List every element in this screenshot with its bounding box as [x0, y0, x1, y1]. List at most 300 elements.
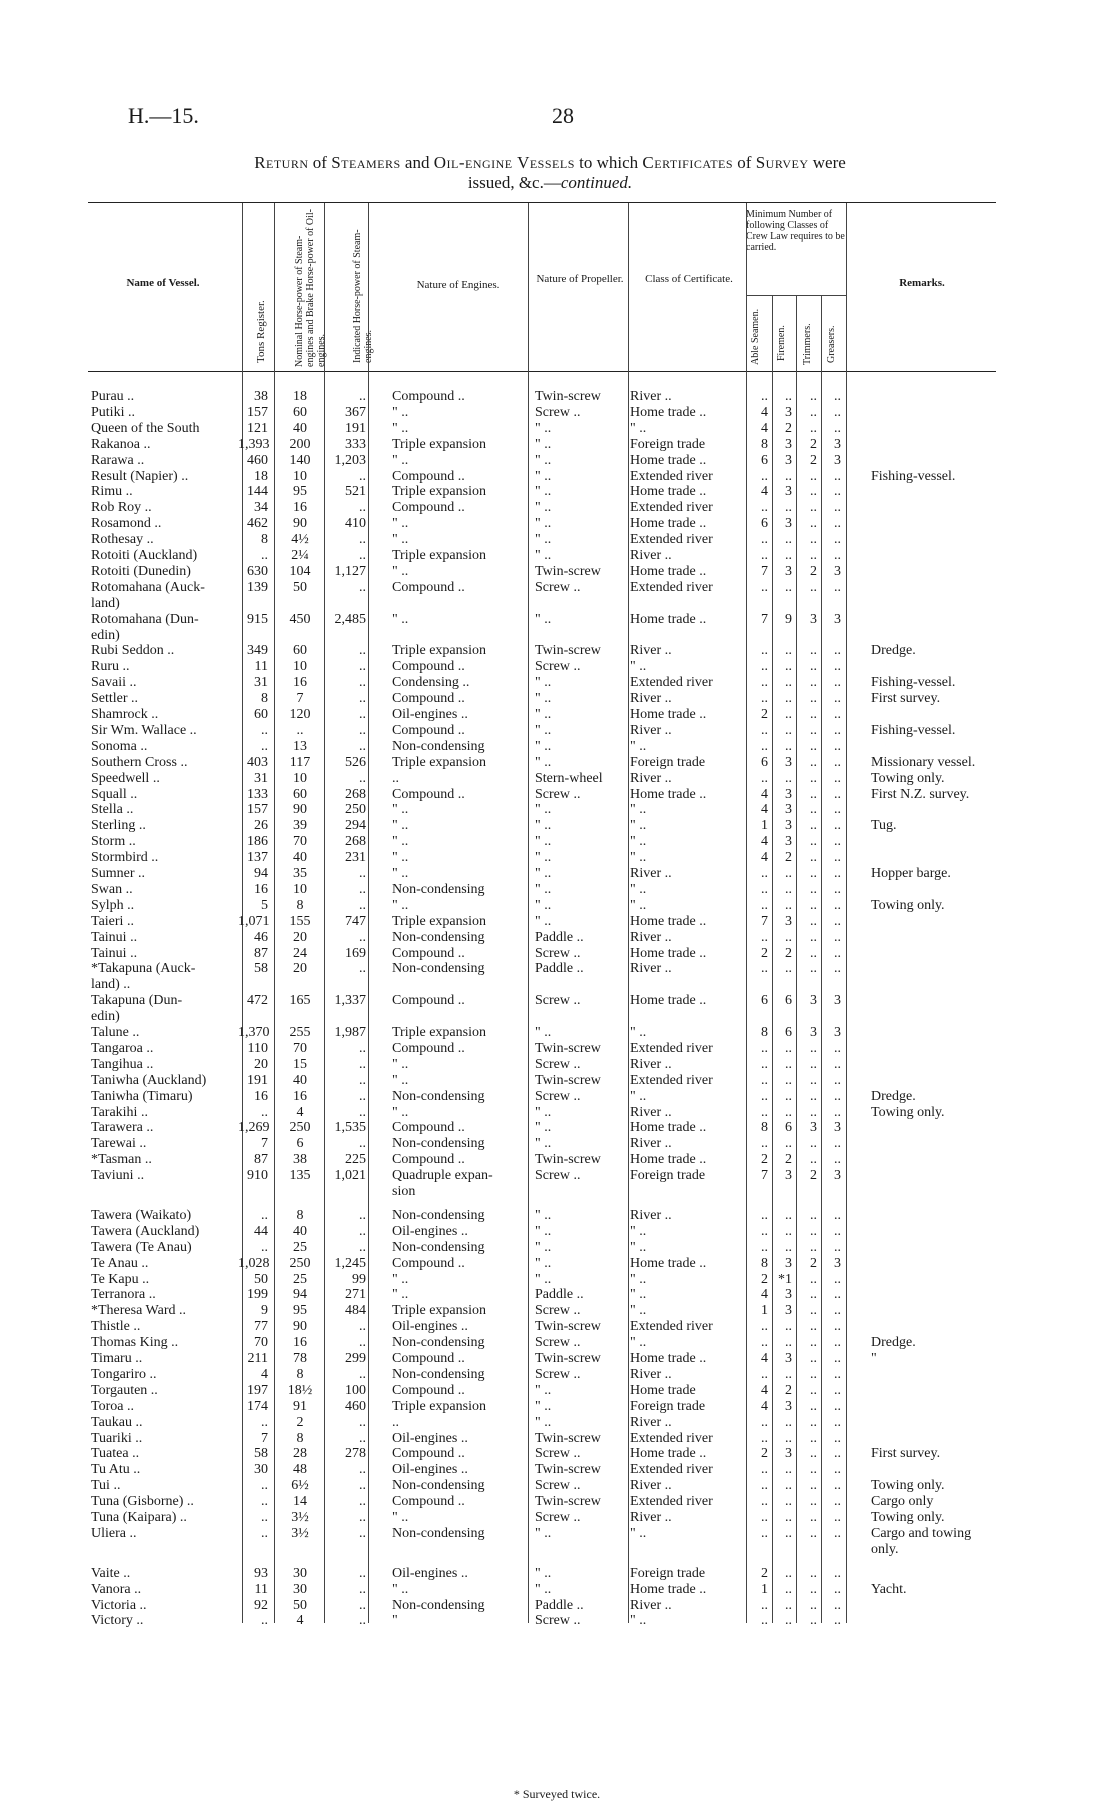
- propeller-type: Screw ..: [535, 1168, 581, 1184]
- engine-type: Compound ..: [392, 389, 465, 404]
- firemen: ..: [785, 675, 792, 691]
- propeller-type: Twin-screw: [535, 563, 601, 579]
- engine-type: Compound ..: [392, 1382, 465, 1398]
- greasers: ..: [834, 929, 841, 945]
- engine-type: " ..: [392, 802, 409, 818]
- table-row: [88, 1120, 996, 1136]
- greasers: ..: [834, 1430, 841, 1446]
- able-seamen: 6: [761, 993, 768, 1009]
- propeller-type: " ..: [535, 850, 552, 866]
- remarks: Cargo and towing: [871, 1525, 972, 1541]
- tons-register: 144: [247, 484, 268, 500]
- vessel-name: Thomas King ..: [91, 1335, 179, 1351]
- tons-register: 910: [247, 1168, 268, 1184]
- trimmers: ..: [810, 913, 817, 929]
- vessel-name: *Theresa Ward ..: [91, 1303, 187, 1319]
- firemen: ..: [785, 1040, 792, 1056]
- trimmers: ..: [810, 945, 817, 961]
- nominal-horsepower: 48: [293, 1462, 307, 1478]
- greasers: ..: [834, 738, 841, 754]
- table-row: [88, 1598, 996, 1614]
- remarks: Yacht.: [871, 1581, 907, 1597]
- greasers: ..: [834, 1072, 841, 1088]
- vessel-name: Sonoma ..: [91, 738, 148, 754]
- indicated-horsepower: 294: [345, 818, 366, 834]
- table-row: [88, 1367, 996, 1383]
- firemen: ..: [785, 1104, 792, 1120]
- able-seamen: ..: [761, 1430, 768, 1446]
- table-row: [88, 1073, 996, 1089]
- propeller-type: Screw ..: [535, 579, 581, 595]
- table-row: [88, 564, 996, 580]
- trimmers: ..: [810, 850, 817, 866]
- firemen: 6: [785, 1120, 792, 1136]
- table-row: [88, 1431, 996, 1447]
- indicated-horsepower: 1,245: [334, 1255, 366, 1271]
- indicated-horsepower: ..: [359, 1478, 366, 1494]
- certificate-class: Extended river: [630, 1072, 713, 1088]
- propeller-type: Screw ..: [535, 1088, 581, 1104]
- nominal-horsepower: 140: [289, 452, 311, 468]
- certificate-class: Home trade ..: [630, 707, 707, 722]
- indicated-horsepower: ..: [359, 881, 366, 897]
- able-seamen: ..: [761, 1239, 768, 1255]
- firemen: ..: [785, 1478, 792, 1494]
- nominal-horsepower: 2¼: [291, 548, 309, 563]
- vessel-name: Rotomahana (Dun-: [91, 611, 199, 627]
- table-row: [88, 866, 996, 882]
- vessel-name: Tuna (Gisborne) ..: [91, 1494, 194, 1510]
- trimmers: ..: [810, 1239, 817, 1255]
- trimmers: ..: [810, 579, 817, 595]
- firemen: ..: [785, 500, 792, 516]
- engine-type: Compound ..: [392, 659, 465, 675]
- propeller-type: Screw ..: [535, 945, 581, 961]
- tons-register: 46: [254, 929, 268, 945]
- table-row: [88, 1613, 996, 1629]
- table-row: [88, 596, 996, 612]
- able-seamen: ..: [761, 1223, 768, 1239]
- propeller-type: Screw ..: [535, 1056, 581, 1072]
- greasers: ..: [834, 707, 841, 722]
- trimmers: 2: [810, 1168, 817, 1184]
- propeller-type: Screw ..: [535, 786, 581, 802]
- vessel-name: Rotoiti (Auckland): [91, 548, 198, 563]
- engine-type: Compound ..: [392, 691, 465, 707]
- firemen: ..: [785, 929, 792, 945]
- able-seamen: ..: [761, 866, 768, 881]
- trimmers: ..: [810, 770, 817, 786]
- tons-register: 139: [247, 579, 268, 595]
- trimmers: ..: [810, 1287, 817, 1303]
- able-seamen: ..: [761, 1072, 768, 1088]
- nominal-horsepower: 78: [293, 1351, 307, 1366]
- nominal-horsepower: 155: [289, 913, 311, 929]
- vessel-name: Taukau ..: [91, 1414, 143, 1430]
- table-row: [88, 1494, 996, 1510]
- indicated-horsepower: ..: [359, 1104, 366, 1120]
- trimmers: ..: [810, 1478, 817, 1494]
- greasers: ..: [834, 1207, 841, 1223]
- tons-register: 349: [247, 643, 268, 659]
- greasers: ..: [834, 659, 841, 675]
- vessel-name: Rimu ..: [91, 484, 133, 500]
- propeller-type: " ..: [535, 754, 552, 770]
- certificate-class: River ..: [630, 1136, 672, 1152]
- engine-type: Triple expansion: [392, 1398, 486, 1414]
- tons-register: 92: [254, 1597, 268, 1613]
- certificate-class: River ..: [630, 1056, 672, 1072]
- vessel-name: edin): [91, 1009, 120, 1025]
- table-row: [88, 1208, 996, 1224]
- trimmers: ..: [810, 1056, 817, 1072]
- table-row: [88, 977, 996, 993]
- firemen: ..: [785, 1597, 792, 1613]
- propeller-type: Paddle ..: [535, 929, 584, 945]
- trimmers: ..: [810, 1303, 817, 1319]
- able-seamen: 6: [761, 452, 768, 468]
- nominal-horsepower: 35: [293, 866, 307, 881]
- title-word: of: [312, 153, 327, 172]
- trimmers: ..: [810, 1223, 817, 1239]
- vessel-name: Sylph ..: [91, 897, 135, 913]
- certificate-class: " ..: [630, 1223, 647, 1239]
- firemen: 3: [785, 1351, 792, 1366]
- engine-type: Compound ..: [392, 945, 465, 961]
- nominal-horsepower: 50: [293, 1597, 307, 1613]
- trimmers: ..: [810, 738, 817, 754]
- trimmers: ..: [810, 532, 817, 548]
- table-row: [88, 628, 996, 644]
- nominal-horsepower: 40: [293, 1072, 307, 1088]
- engine-type: Non-condensing: [392, 1366, 485, 1382]
- firemen: ..: [785, 1207, 792, 1223]
- tons-register: 1,071: [238, 913, 270, 929]
- greasers: ..: [834, 1351, 841, 1366]
- indicated-horsepower: ..: [359, 1510, 366, 1525]
- able-seamen: ..: [761, 675, 768, 691]
- firemen: 3: [785, 834, 792, 850]
- engine-type: ": [392, 1613, 398, 1629]
- nominal-horsepower: 39: [293, 818, 307, 834]
- remarks: Missionary vessel.: [871, 754, 976, 770]
- nominal-horsepower: 40: [293, 850, 307, 866]
- tons-register: 44: [254, 1223, 268, 1239]
- trimmers: ..: [810, 754, 817, 770]
- table-row: [88, 1446, 996, 1462]
- certificate-class: " ..: [630, 834, 647, 850]
- propeller-type: Screw ..: [535, 1478, 581, 1494]
- propeller-type: Screw ..: [535, 1446, 581, 1462]
- greasers: ..: [834, 1525, 841, 1541]
- greasers: ..: [834, 722, 841, 738]
- tons-register: 38: [254, 389, 268, 404]
- vessel-name: Rotoiti (Dunedin): [91, 563, 191, 579]
- firemen: 3: [785, 1287, 792, 1303]
- able-seamen: ..: [761, 389, 768, 404]
- vessel-name: Sumner ..: [91, 866, 146, 881]
- vessel-name: Storm ..: [91, 834, 136, 850]
- able-seamen: ..: [761, 1494, 768, 1510]
- vessel-name: Vaite ..: [91, 1565, 131, 1581]
- greasers: ..: [834, 1565, 841, 1581]
- certificate-class: " ..: [630, 897, 647, 913]
- table-row: [88, 961, 996, 977]
- firemen: 3: [785, 452, 792, 468]
- firemen: ..: [785, 1072, 792, 1088]
- title-line-2: [100, 173, 1000, 193]
- table-row: [88, 1168, 996, 1184]
- firemen: 3: [785, 754, 792, 770]
- table-row: [88, 1287, 996, 1303]
- certificate-class: Home trade ..: [630, 484, 707, 500]
- propeller-type: Twin-screw: [535, 1351, 601, 1366]
- indicated-horsepower: ..: [359, 1088, 366, 1104]
- propeller-type: Twin-screw: [535, 1430, 601, 1446]
- indicated-horsepower: 231: [345, 850, 366, 866]
- engine-type: Non-condensing: [392, 1207, 485, 1223]
- certificate-class: Home trade: [630, 1382, 696, 1398]
- certificate-class: River ..: [630, 866, 672, 881]
- nominal-horsepower: 94: [293, 1287, 307, 1303]
- engine-type: " ..: [392, 611, 409, 627]
- greasers: ..: [834, 579, 841, 595]
- able-seamen: ..: [761, 532, 768, 548]
- tons-register: 1,393: [238, 436, 270, 452]
- tons-register: 121: [247, 420, 268, 436]
- engine-type: Compound ..: [392, 1040, 465, 1056]
- firemen: ..: [785, 770, 792, 786]
- indicated-horsepower: 1,987: [334, 1025, 366, 1040]
- table-row: [88, 1256, 996, 1272]
- engine-type: Triple expansion: [392, 548, 486, 563]
- tons-register: 211: [247, 1351, 268, 1366]
- remarks: Towing only.: [871, 1510, 945, 1525]
- propeller-type: " ..: [535, 1255, 552, 1271]
- able-seamen: 7: [761, 913, 768, 929]
- engine-type: Non-condensing: [392, 1239, 485, 1255]
- firemen: 6: [785, 1025, 792, 1040]
- indicated-horsepower: ..: [359, 1565, 366, 1581]
- propeller-type: " ..: [535, 1271, 552, 1287]
- vessel-name: Tuatea ..: [91, 1446, 140, 1462]
- table-row: [88, 405, 996, 421]
- indicated-horsepower: ..: [359, 643, 366, 659]
- able-seamen: ..: [761, 468, 768, 484]
- nominal-horsepower: 16: [293, 1088, 307, 1104]
- table-row: [88, 1351, 996, 1367]
- able-seamen: ..: [761, 1597, 768, 1613]
- engine-type: " ..: [392, 516, 409, 532]
- propeller-type: " ..: [535, 866, 552, 881]
- nominal-horsepower: 3½: [291, 1525, 309, 1541]
- firemen: 2: [785, 945, 792, 961]
- vessel-name: Taniwha (Auckland): [91, 1072, 207, 1088]
- firemen: ..: [785, 1613, 792, 1629]
- trimmers: 3: [810, 1025, 817, 1040]
- tons-register: 8: [261, 532, 268, 548]
- vessel-name: Squall ..: [91, 786, 138, 802]
- propeller-type: Screw ..: [535, 1303, 581, 1319]
- table-row: [88, 469, 996, 485]
- table-row: [88, 1582, 996, 1598]
- trimmers: ..: [810, 1462, 817, 1478]
- firemen: 3: [785, 1398, 792, 1414]
- remarks: Cargo only: [871, 1494, 934, 1510]
- vessel-name: land) ..: [91, 977, 131, 993]
- vessel-name: Timaru ..: [91, 1351, 143, 1366]
- certificate-class: Home trade ..: [630, 945, 707, 961]
- table-row: [88, 516, 996, 532]
- engine-type: Compound ..: [392, 1351, 465, 1366]
- trimmers: 3: [810, 993, 817, 1009]
- able-seamen: ..: [761, 722, 768, 738]
- table-row: [88, 1335, 996, 1351]
- greasers: ..: [834, 1271, 841, 1287]
- propeller-type: Screw ..: [535, 404, 581, 420]
- tons-register: 5: [261, 897, 268, 913]
- nominal-horsepower: 16: [293, 1335, 307, 1351]
- remarks: First survey.: [871, 1446, 941, 1462]
- remarks: Towing only.: [871, 770, 945, 786]
- able-seamen: 4: [761, 1382, 768, 1398]
- table-row: [88, 1510, 996, 1526]
- nominal-horsepower: 250: [289, 1255, 311, 1271]
- vessel-name: Speedwell ..: [91, 770, 160, 786]
- vessel-name: Tuna (Kaipara) ..: [91, 1510, 187, 1525]
- propeller-type: " ..: [535, 1120, 552, 1136]
- firemen: 2: [785, 850, 792, 866]
- firemen: ..: [785, 1136, 792, 1152]
- indicated-horsepower: 100: [345, 1382, 366, 1398]
- certificate-class: River ..: [630, 1597, 672, 1613]
- tons-register: ..: [261, 1414, 268, 1430]
- propeller-type: " ..: [535, 1525, 552, 1541]
- indicated-horsepower: ..: [359, 1223, 366, 1239]
- indicated-horsepower: 191: [345, 420, 366, 436]
- propeller-type: Twin-screw: [535, 1319, 601, 1335]
- nominal-horsepower: 18: [293, 389, 307, 404]
- indicated-horsepower: ..: [359, 468, 366, 484]
- tons-register: 110: [247, 1040, 268, 1056]
- trimmers: ..: [810, 834, 817, 850]
- title-continued: continued.: [560, 173, 633, 192]
- nominal-horsepower: 10: [293, 770, 307, 786]
- engine-type: Triple expansion: [392, 1303, 486, 1319]
- certificate-class: Home trade ..: [630, 993, 707, 1009]
- nominal-horsepower: 90: [293, 802, 307, 818]
- able-seamen: 1: [761, 1581, 768, 1597]
- table-row: [88, 739, 996, 755]
- able-seamen: 2: [761, 1565, 768, 1581]
- tons-register: ..: [261, 1478, 268, 1494]
- table-row: [88, 1009, 996, 1025]
- tons-register: 31: [254, 770, 268, 786]
- tons-register: 460: [247, 452, 268, 468]
- greasers: 3: [834, 436, 841, 452]
- tons-register: 157: [247, 802, 268, 818]
- propeller-type: " ..: [535, 913, 552, 929]
- tons-register: 93: [254, 1565, 268, 1581]
- certificate-class: River ..: [630, 389, 672, 404]
- greasers: ..: [834, 1040, 841, 1056]
- vessel-name: Rubi Seddon ..: [91, 643, 175, 659]
- propeller-type: " ..: [535, 1581, 552, 1597]
- firemen: ..: [785, 532, 792, 548]
- nominal-horsepower: 90: [293, 1319, 307, 1335]
- certificate-class: Extended river: [630, 1462, 713, 1478]
- indicated-horsepower: ..: [359, 1581, 366, 1597]
- table-row: [88, 675, 996, 691]
- vessel-name: Torgauten ..: [91, 1382, 158, 1398]
- table-row: [88, 1303, 996, 1319]
- greasers: ..: [834, 1366, 841, 1382]
- table-row: [88, 532, 996, 548]
- certificate-class: " ..: [630, 818, 647, 834]
- firemen: ..: [785, 1088, 792, 1104]
- trimmers: ..: [810, 802, 817, 818]
- document-title: [100, 153, 1000, 193]
- engine-type: Compound ..: [392, 1120, 465, 1136]
- firemen: ..: [785, 548, 792, 563]
- indicated-horsepower: ..: [359, 1056, 366, 1072]
- tons-register: 197: [247, 1382, 268, 1398]
- greasers: ..: [834, 1510, 841, 1525]
- tons-register: 199: [247, 1287, 268, 1303]
- title-word: and: [404, 153, 430, 172]
- certificate-class: " ..: [630, 1303, 647, 1319]
- vessel-name: Southern Cross ..: [91, 754, 188, 770]
- tons-register: ..: [261, 738, 268, 754]
- greasers: ..: [834, 818, 841, 834]
- indicated-horsepower: ..: [359, 1613, 366, 1629]
- engine-type: Triple expansion: [392, 1025, 486, 1040]
- tons-register: ..: [261, 1510, 268, 1525]
- vessel-name: Rob Roy ..: [91, 500, 152, 516]
- remarks: Towing only.: [871, 1104, 945, 1120]
- nominal-horsepower: 24: [293, 945, 307, 961]
- tons-register: 7: [261, 1430, 268, 1446]
- able-seamen: ..: [761, 1040, 768, 1056]
- engine-type: Oil-engines ..: [392, 1462, 468, 1478]
- nominal-horsepower: 40: [293, 1223, 307, 1239]
- vessel-name: Victory ..: [91, 1613, 144, 1629]
- engine-type: Non-condensing: [392, 1088, 485, 1104]
- certificate-class: Home trade ..: [630, 1446, 707, 1462]
- nominal-horsepower: 104: [289, 563, 311, 579]
- header-indicated: Indicated Horse-power of Steam-engines.: [352, 229, 374, 363]
- nominal-horsepower: 20: [293, 929, 307, 945]
- engine-type: Non-condensing: [392, 929, 485, 945]
- engine-type: Compound ..: [392, 468, 465, 484]
- engine-type: Oil-engines ..: [392, 1565, 468, 1581]
- indicated-horsepower: ..: [359, 389, 366, 404]
- firemen: ..: [785, 1581, 792, 1597]
- nominal-horsepower: 135: [289, 1168, 311, 1184]
- propeller-type: Screw ..: [535, 1613, 581, 1629]
- remarks: First N.Z. survey.: [871, 786, 970, 802]
- nominal-horsepower: 450: [289, 611, 311, 627]
- nominal-horsepower: 60: [293, 643, 307, 659]
- certificate-class: Extended river: [630, 532, 713, 548]
- trimmers: 2: [810, 1255, 817, 1271]
- vessel-name: edin): [91, 627, 120, 643]
- indicated-horsepower: 460: [345, 1398, 366, 1414]
- greasers: ..: [834, 691, 841, 707]
- table-row: [88, 818, 996, 834]
- certificate-class: " ..: [630, 802, 647, 818]
- greasers: ..: [834, 834, 841, 850]
